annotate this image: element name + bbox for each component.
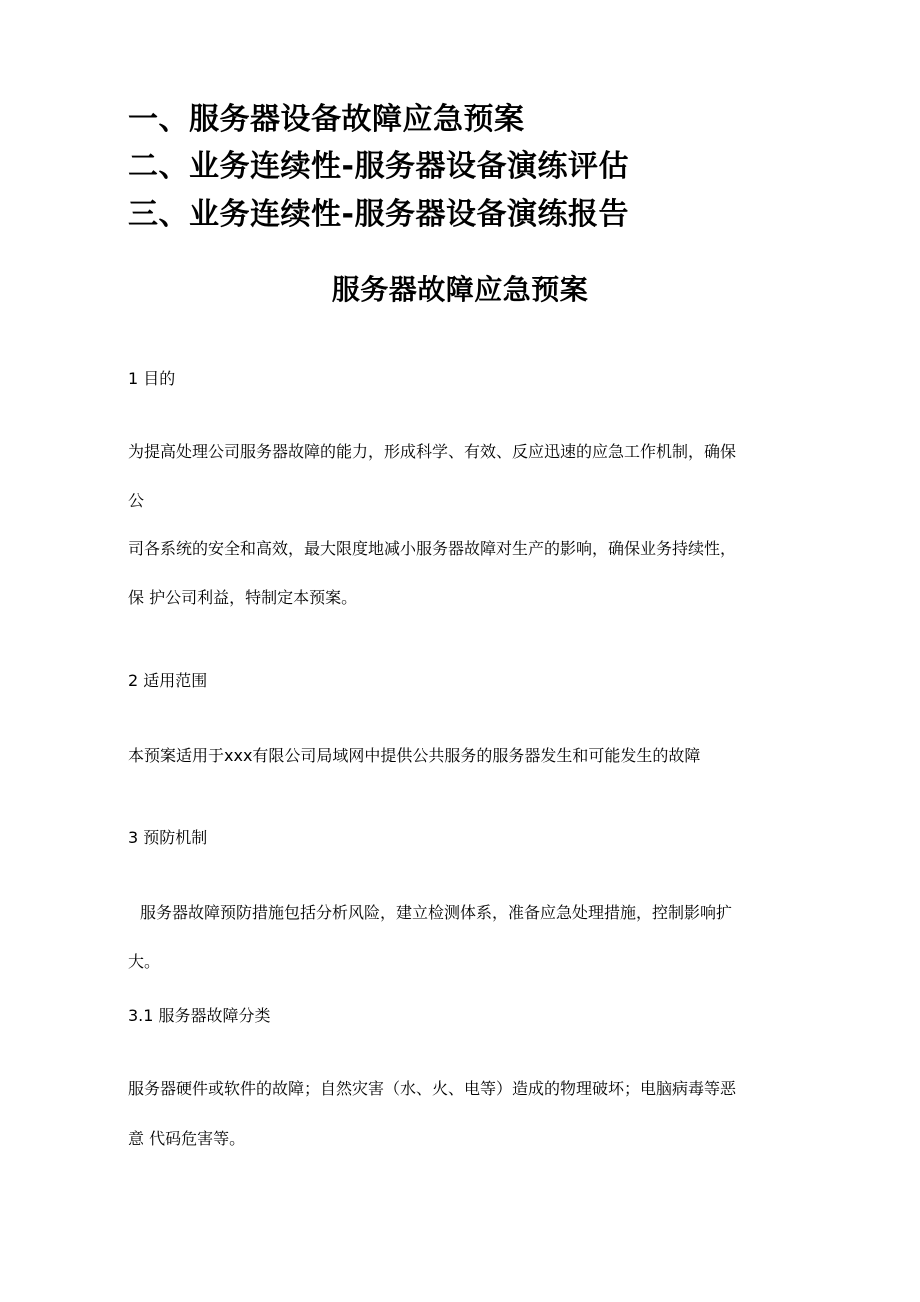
section-heading-scope: 2 适用范围 <box>128 671 208 690</box>
section-heading-purpose: 1 目的 <box>128 369 176 388</box>
purpose-line-1: 为提高处理公司服务器故障的能力，形成科学、有效、反应迅速的应急工作机制，确保 <box>128 442 737 461</box>
section-heading-prevention: 3 预防机制 <box>128 828 208 847</box>
prevention-line-2: 大。 <box>128 952 161 971</box>
toc-item-3: 三、业务连续性-服务器设备演练报告 <box>128 197 629 232</box>
prevention-line-1: 服务器故障预防措施包括分析风险，建立检测体系，准备应急处理措施，控制影响扩 <box>140 903 733 922</box>
classification-line-1: 服务器硬件或软件的故障；自然灾害（水、火、电等）造成的物理破坏；电脑病毒等恶 <box>128 1079 737 1098</box>
purpose-line-4: 保 护公司利益，特制定本预案。 <box>128 588 358 607</box>
toc-item-1: 一、服务器设备故障应急预案 <box>128 102 525 137</box>
section-heading-classification: 3.1 服务器故障分类 <box>128 1006 271 1025</box>
toc-item-2: 二、业务连续性-服务器设备演练评估 <box>128 149 629 184</box>
purpose-line-3: 司各系统的安全和高效，最大限度地减小服务器故障对生产的影响，确保业务持续性， <box>128 539 737 558</box>
classification-line-2: 意 代码危害等。 <box>128 1129 246 1148</box>
scope-line-1: 本预案适用于xxx有限公司局域网中提供公共服务的服务器发生和可能发生的故障 <box>128 746 701 765</box>
document-title: 服务器故障应急预案 <box>331 273 589 306</box>
purpose-line-2: 公 <box>128 491 145 510</box>
